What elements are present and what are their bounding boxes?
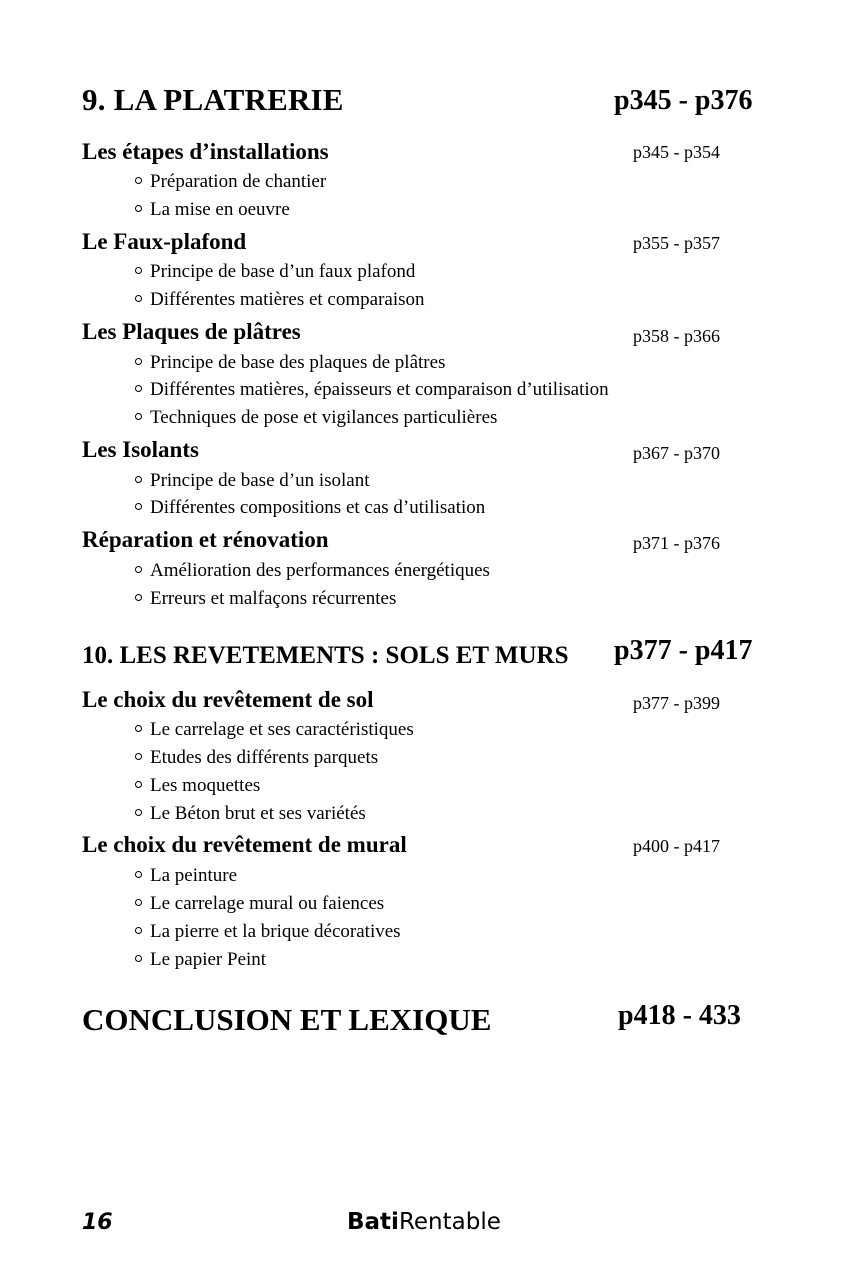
list-item-text: Préparation de chantier xyxy=(150,171,327,192)
section-pages: p400 - p417 xyxy=(633,836,720,856)
section-title: Les Isolants xyxy=(82,437,199,462)
list-item-text: Le carrelage et ses caractéristiques xyxy=(150,719,414,740)
list-item-text: Le papier Peint xyxy=(150,949,267,970)
list-item-text: Techniques de pose et vigilances particulières xyxy=(150,407,498,428)
list-item xyxy=(135,775,260,797)
chapter-pages: p345 - p376 xyxy=(614,85,753,116)
list-item xyxy=(135,588,396,610)
bullet-circle-icon xyxy=(135,725,142,732)
list-item-text: Différentes matières, épaisseurs et comparaison d’utilisation xyxy=(150,379,609,400)
list-item-text: Principe de base des plaques de plâtres xyxy=(150,352,446,373)
list-item-text: Principe de base d’un faux plafond xyxy=(150,261,416,282)
list-item-text: Différentes matières et comparaison xyxy=(150,289,425,310)
list-item-text: Etudes des différents parquets xyxy=(150,747,379,768)
chapter-pages: p377 - p417 xyxy=(614,635,753,666)
section-title: Le choix du revêtement de mural xyxy=(82,832,407,857)
conclusion-title: CONCLUSION ET LEXIQUE xyxy=(82,1002,492,1037)
list-item-text: Les moquettes xyxy=(150,775,261,796)
brand-bold-text: Bati xyxy=(347,1209,399,1235)
list-item-text: Erreurs et malfaçons récurrentes xyxy=(150,588,397,609)
list-item xyxy=(135,379,609,401)
list-item xyxy=(135,865,237,887)
list-item xyxy=(135,921,401,943)
list-item xyxy=(135,261,415,283)
section-pages: p377 - p399 xyxy=(633,693,720,713)
conclusion-pages: p418 - 433 xyxy=(618,1000,741,1031)
page-number: 16 xyxy=(82,1210,113,1235)
bullet-circle-icon xyxy=(135,385,142,392)
list-item-text: Principe de base d’un isolant xyxy=(150,470,370,491)
brand-regular-text: Rentable xyxy=(398,1209,501,1235)
bullet-circle-icon xyxy=(135,267,142,274)
bullet-circle-icon xyxy=(135,781,142,788)
list-item xyxy=(135,407,497,429)
list-item xyxy=(135,171,326,193)
list-item xyxy=(135,497,485,519)
list-item xyxy=(135,199,290,221)
section-title: Réparation et rénovation xyxy=(82,527,329,552)
bullet-circle-icon xyxy=(135,503,142,510)
bullet-circle-icon xyxy=(135,753,142,760)
list-item xyxy=(135,719,414,741)
list-item xyxy=(135,803,366,825)
bullet-circle-icon xyxy=(135,594,142,601)
list-item-text: Le Béton brut et ses variétés xyxy=(150,803,366,824)
bullet-circle-icon xyxy=(135,413,142,420)
list-item xyxy=(135,352,445,374)
bullet-circle-icon xyxy=(135,295,142,302)
list-item xyxy=(135,949,266,971)
bullet-circle-icon xyxy=(135,899,142,906)
list-item xyxy=(135,560,490,582)
list-item-text: La pierre et la brique décoratives xyxy=(150,921,401,942)
bullet-circle-icon xyxy=(135,566,142,573)
bullet-circle-icon xyxy=(135,871,142,878)
chapter-title: 10. LES REVETEMENTS : SOLS ET MURS xyxy=(82,642,569,669)
list-item xyxy=(135,470,370,492)
list-item xyxy=(135,893,384,915)
section-pages: p355 - p357 xyxy=(633,233,720,253)
list-item xyxy=(135,289,425,311)
section-pages: p371 - p376 xyxy=(633,533,720,553)
list-item-text: La peinture xyxy=(150,865,238,886)
section-pages: p358 - p366 xyxy=(633,326,720,346)
section-title: Les étapes d’installations xyxy=(82,139,329,164)
brand-logo xyxy=(347,1209,501,1235)
list-item-text: Amélioration des performances énergétiques xyxy=(150,560,490,581)
bullet-circle-icon xyxy=(135,205,142,212)
bullet-circle-icon xyxy=(135,809,142,816)
list-item xyxy=(135,747,378,769)
chapter-title: 9. LA PLATRERIE xyxy=(82,82,344,117)
section-title: Le choix du revêtement de sol xyxy=(82,687,374,712)
bullet-circle-icon xyxy=(135,955,142,962)
section-pages: p367 - p370 xyxy=(633,443,720,463)
list-item-text: Le carrelage mural ou faiences xyxy=(150,893,385,914)
list-item-text: La mise en oeuvre xyxy=(150,199,290,220)
section-title: Les Plaques de plâtres xyxy=(82,319,301,344)
bullet-circle-icon xyxy=(135,358,142,365)
section-title: Le Faux-plafond xyxy=(82,229,247,254)
bullet-circle-icon xyxy=(135,476,142,483)
section-pages: p345 - p354 xyxy=(633,142,720,162)
bullet-circle-icon xyxy=(135,177,142,184)
list-item-text: Différentes compositions et cas d’utilisation xyxy=(150,497,486,518)
bullet-circle-icon xyxy=(135,927,142,934)
